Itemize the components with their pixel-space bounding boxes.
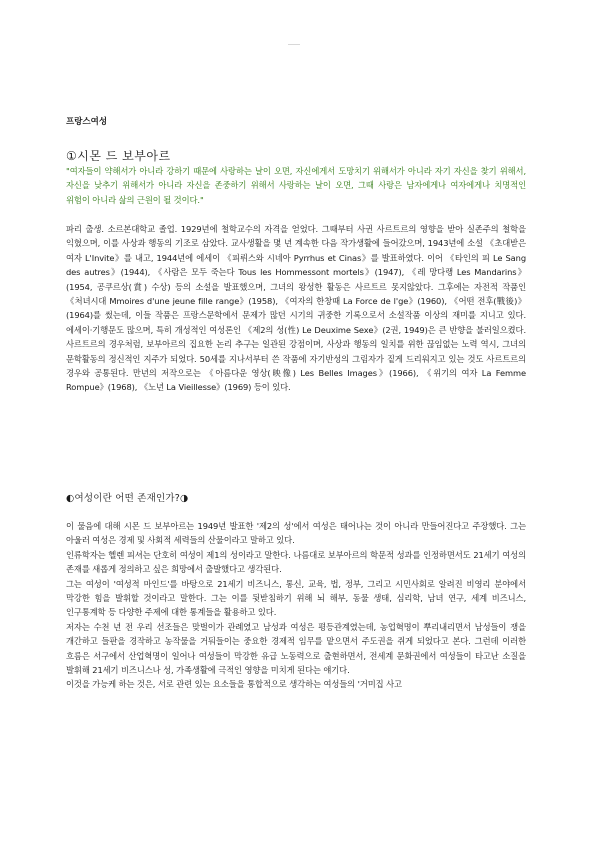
section-heading-what-is-woman: ◐여성이란 어떤 존재인가?◑ bbox=[66, 493, 189, 504]
intro-paragraph: 이 물음에 대해 시몬 드 보부아르는 1949년 발표한 '제2의 성'에서 여성은 태어나는 것이 아니라 만들어진다고 주장했다. 그는 아울러 여성은 경제 및 사회적 세력들의 산물이라고 말하고 있다. bbox=[66, 521, 526, 546]
intro-section bbox=[66, 519, 526, 692]
biography-text: 파리 출생. 소르본대학교 졸업. 1929년에 철학교수의 자격을 얻었다. 그때부터 사귄 사르트르의 영향을 받아 실존주의 철학을 익혔으며, 이를 사상과 행동의 기조로 삼았다. 교사생활을 몇 년 계속한 다음 작가생활에 들어갔으며, 1943년에 소설 《초대받은 여자 L'Invite》를 내고, 1944년에 에세이 《피뤼스와 시네아 Pyrrhus et Cinas》를 발표하였다. 이어 《타인의 피 Le Sang des autres》(1944), 《사람은 모두 죽는다 Tous les Hommessont mortels》(1947), 《레 망다랭 Les Mandarins》(1954, 공쿠르상(賞) 수상) 등의 소설을 발표했으며, 그녀의 왕성한 활동은 사르트르 못지않았다. 그후에는 자전적 작품인 《처녀시대 Mmoires d'une jeune fille range》(1958), 《여자의 한창때 La Force de l'ge》(1960), 《어떤 전후(戰後)》(1964)를 썼는데, 이들 작품은 프랑스문학에서 문제가 많던 시기의 귀중한 기록으로서 소설작품 이상의 재미를 지니고 있다. 에세이·기행문도 많으며, 특히 개성적인 여성론인 《제2의 성(性) Le Deuxime Sexe》(2권, 1949)은 큰 반향을 불러일으켰다. 사르트르의 경우처럼, 보부아르의 집요한 논리 추구는 일관된 강점이며, 사상과 행동의 일치를 위한 끊임없는 노력 역시, 그녀의 문학활동의 정신적인 지주가 되었다. 50세를 지나서부터 쓴 작품에 자기반성의 그림자가 짙게 드리워지고 있는 것도 사르트르의 경우와 공통된다. 만년의 저작으로는 《아름다운 영상(映像) Les Belles Images》(1966), 《위기의 여자 La Femme Rompue》(1968), 《노년 La Vieillesse》(1969) 등이 있다. bbox=[66, 224, 526, 393]
beauvoir-biography bbox=[66, 222, 526, 395]
intro-paragraph: 이것을 가능케 하는 것은, 서로 관련 있는 요소들을 통합적으로 생각하는 여성들의 '거미집 사고 bbox=[66, 679, 402, 690]
intro-paragraph: 저자는 수천 년 전 우리 선조들은 맞벌이가 관례였고 남성과 여성은 평등관계였는데, 농업혁명이 뿌리내리면서 남성들이 쟁을 개간하고 들판을 경작하고 농작물을 거둬들이는 중요한 경제적 임무를 맡으면서 주도권을 쥐게 되었다고 본다. 그런데 이러한 흐름은 서구에서 산업혁명이 일어나 여성들이 막강한 유급 노동력으로 출현하면서, 전세계 문화권에서 여성들이 타고난 소질을 발휘해 21세기 비즈니스나 성, 가족생활에 극적인 영향을 미치게 된다는 얘기다. bbox=[66, 621, 526, 676]
document-title: 프랑스여성 bbox=[66, 117, 108, 127]
intro-paragraph: 그는 여성이 '여성적 마인드'를 바탕으로 21세기 비즈니스, 통신, 교육, 법, 정부, 그리고 시민사회로 알려진 비영리 분야에서 막강한 힘을 발휘할 것이라고 말한다. 그는 이를 뒷받침하기 위해 뇌 해부, 동물 생태, 심리학, 남녀 연구, 세계 비즈니스, 인구통계학 등 다양한 주제에 대한 통계들을 활용하고 있다. bbox=[66, 578, 526, 618]
beauvoir-quote bbox=[66, 164, 526, 207]
section-heading-beauvoir: ①시몬 드 보부아르 bbox=[66, 149, 171, 163]
page-marker bbox=[288, 44, 300, 45]
intro-paragraph: 인류학자는 헬렌 피셔는 단호히 여성이 제1의 성이라고 말한다. 나름대로 보부아르의 학문적 성과를 인정하면서도 21세기 여성의 존재를 새롭게 정의하고 싶은 희망에서 출발했다고 생각된다. bbox=[66, 549, 526, 575]
quote-text: "여자들이 약해서가 아니라 강하기 때문에 사랑하는 날이 오면, 자신에게서 도망치기 위해서가 아니라 자기 자신을 찾기 위해서, 자신을 낮추기 위해서가 아니라 자신을 존중하기 위해서 사랑하는 날이 오면, 그때 사랑은 남자에게나 여자에게나 치명적인 위험이 아니라 삶의 근원이 될 것이다." bbox=[66, 166, 526, 205]
